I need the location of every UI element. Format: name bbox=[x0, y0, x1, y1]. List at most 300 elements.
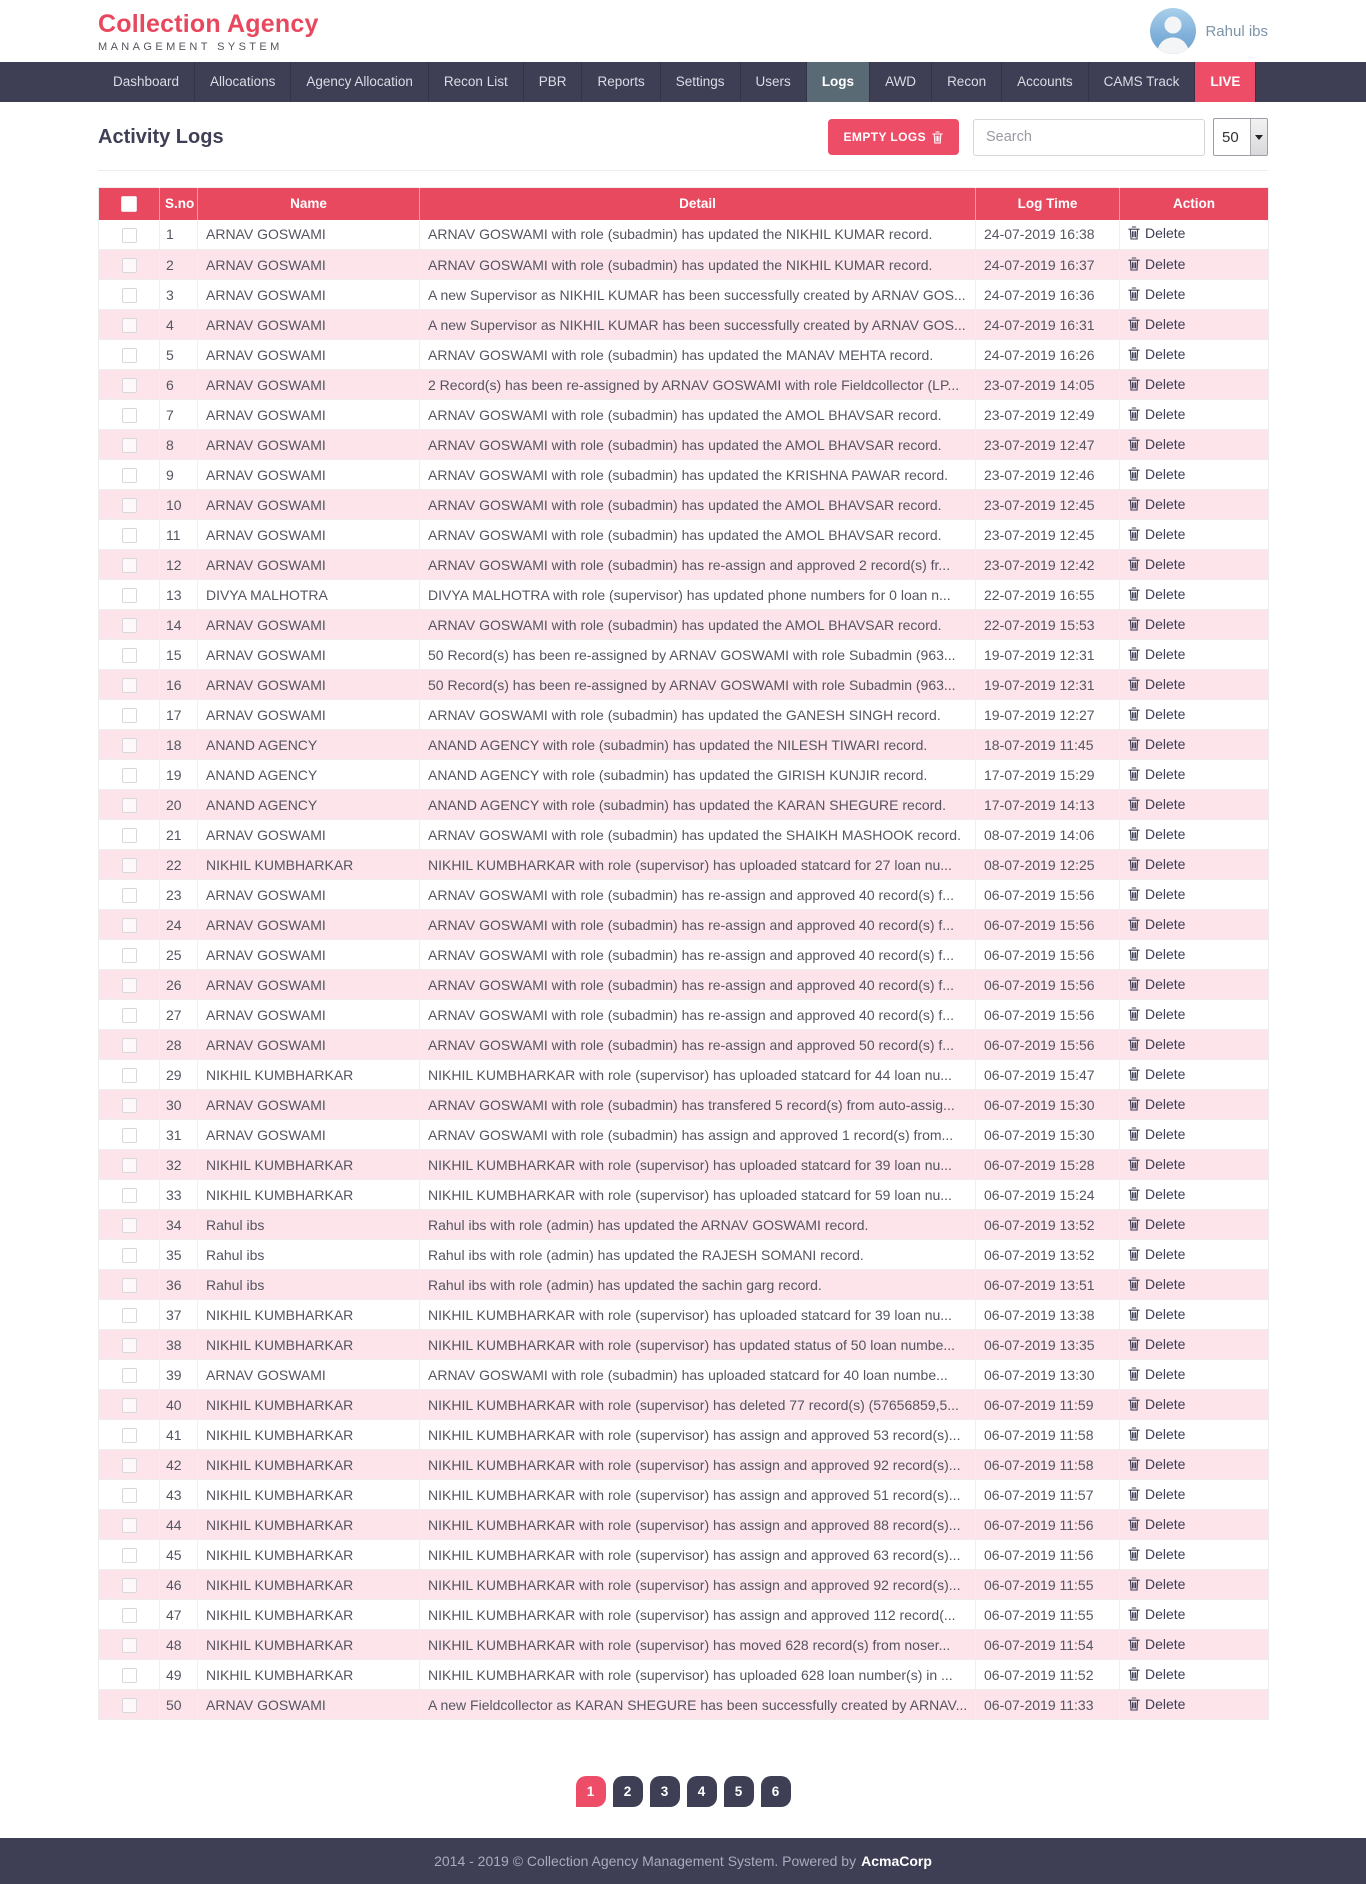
row-checkbox[interactable] bbox=[122, 498, 137, 513]
row-log-time: 23-07-2019 12:45 bbox=[976, 520, 1120, 550]
row-log-time: 23-07-2019 12:45 bbox=[976, 490, 1120, 520]
trash-icon bbox=[1128, 1097, 1140, 1111]
delete-button[interactable] bbox=[1128, 766, 1185, 782]
nav-item-cams-track[interactable]: CAMS Track bbox=[1089, 62, 1196, 102]
row-checkbox[interactable] bbox=[122, 768, 137, 783]
row-log-time: 06-07-2019 11:59 bbox=[976, 1390, 1120, 1420]
row-checkbox[interactable] bbox=[122, 948, 137, 963]
page-title: Activity Logs bbox=[98, 125, 224, 148]
delete-label: Delete bbox=[1145, 735, 1186, 752]
row-checkbox[interactable] bbox=[122, 468, 137, 483]
row-name: ARNAV GOSWAMI bbox=[198, 1120, 420, 1150]
row-log-time: 06-07-2019 11:54 bbox=[976, 1630, 1120, 1660]
row-sno: 44 bbox=[160, 1510, 198, 1540]
delete-button[interactable] bbox=[1128, 1066, 1185, 1082]
nav-item-users[interactable]: Users bbox=[741, 62, 807, 102]
row-checkbox[interactable] bbox=[122, 1698, 137, 1713]
delete-button[interactable] bbox=[1128, 1396, 1185, 1412]
delete-button[interactable] bbox=[1128, 1696, 1185, 1712]
delete-button[interactable] bbox=[1128, 1666, 1185, 1682]
row-sno: 47 bbox=[160, 1600, 198, 1630]
table-row bbox=[99, 1120, 1269, 1150]
delete-label: Delete bbox=[1145, 765, 1186, 782]
row-checkbox[interactable] bbox=[122, 1428, 137, 1443]
row-detail: NIKHIL KUMBHARKAR with role (supervisor) has moved 628 record(s) from noser... bbox=[420, 1630, 976, 1660]
row-sno: 30 bbox=[160, 1090, 198, 1120]
footer-text: 2014 - 2019 © Collection Agency Management System. Powered by bbox=[434, 1853, 857, 1869]
delete-button[interactable] bbox=[1128, 556, 1185, 572]
table-row bbox=[99, 700, 1269, 730]
delete-button[interactable] bbox=[1128, 496, 1185, 512]
row-sno: 48 bbox=[160, 1630, 198, 1660]
row-checkbox[interactable] bbox=[122, 288, 137, 303]
row-name: ARNAV GOSWAMI bbox=[198, 550, 420, 580]
delete-label: Delete bbox=[1145, 1095, 1186, 1112]
row-sno: 50 bbox=[160, 1690, 198, 1720]
row-sno: 21 bbox=[160, 820, 198, 850]
table-row bbox=[99, 970, 1269, 1000]
row-name: ARNAV GOSWAMI bbox=[198, 700, 420, 730]
row-checkbox[interactable] bbox=[122, 1488, 137, 1503]
trash-icon bbox=[1128, 1217, 1140, 1231]
delete-button[interactable] bbox=[1128, 1216, 1185, 1232]
nav-item-recon-list[interactable]: Recon List bbox=[429, 62, 524, 102]
delete-label: Delete bbox=[1145, 1005, 1186, 1022]
page-button-1[interactable]: 1 bbox=[576, 1776, 606, 1807]
row-detail: ANAND AGENCY with role (subadmin) has updated the KARAN SHEGURE record. bbox=[420, 790, 976, 820]
table-row bbox=[99, 1360, 1269, 1390]
row-sno: 35 bbox=[160, 1240, 198, 1270]
trash-icon bbox=[1128, 1307, 1140, 1321]
delete-button[interactable] bbox=[1128, 256, 1185, 272]
row-name: ARNAV GOSWAMI bbox=[198, 430, 420, 460]
row-detail: 50 Record(s) has been re-assigned by ARNAV GOSWAMI with role Subadmin (963... bbox=[420, 640, 976, 670]
row-sno: 31 bbox=[160, 1120, 198, 1150]
row-checkbox[interactable] bbox=[122, 708, 137, 723]
delete-label: Delete bbox=[1145, 255, 1186, 272]
delete-button[interactable] bbox=[1128, 646, 1185, 662]
delete-button[interactable] bbox=[1128, 466, 1185, 482]
row-checkbox[interactable] bbox=[122, 1338, 137, 1353]
trash-icon bbox=[1128, 1007, 1140, 1021]
row-name: ARNAV GOSWAMI bbox=[198, 670, 420, 700]
row-checkbox[interactable] bbox=[122, 858, 137, 873]
delete-label: Delete bbox=[1145, 1395, 1186, 1412]
row-checkbox[interactable] bbox=[122, 558, 137, 573]
row-log-time: 08-07-2019 12:25 bbox=[976, 850, 1120, 880]
delete-button[interactable] bbox=[1128, 1546, 1185, 1562]
nav-item-awd[interactable]: AWD bbox=[870, 62, 932, 102]
delete-button[interactable] bbox=[1128, 886, 1185, 902]
nav-item-logs[interactable]: Logs bbox=[807, 62, 870, 102]
page-size-select[interactable] bbox=[1213, 118, 1268, 156]
row-log-time: 18-07-2019 11:45 bbox=[976, 730, 1120, 760]
row-log-time: 06-07-2019 15:56 bbox=[976, 1030, 1120, 1060]
row-checkbox[interactable] bbox=[122, 348, 137, 363]
row-checkbox[interactable] bbox=[122, 228, 137, 243]
delete-label: Delete bbox=[1145, 645, 1186, 662]
row-checkbox[interactable] bbox=[122, 1668, 137, 1683]
table-row bbox=[99, 760, 1269, 790]
page-button-3[interactable]: 3 bbox=[650, 1776, 680, 1807]
row-checkbox[interactable] bbox=[122, 378, 137, 393]
row-sno: 3 bbox=[160, 280, 198, 310]
row-checkbox[interactable] bbox=[122, 678, 137, 693]
delete-button[interactable] bbox=[1128, 1426, 1185, 1442]
delete-label: Delete bbox=[1145, 435, 1186, 452]
row-detail: ARNAV GOSWAMI with role (subadmin) has re-assign and approved 50 record(s) f... bbox=[420, 1030, 976, 1060]
person-icon bbox=[1150, 8, 1196, 54]
row-detail: 50 Record(s) has been re-assigned by ARNAV GOSWAMI with role Subadmin (963... bbox=[420, 670, 976, 700]
trash-icon bbox=[1128, 1577, 1140, 1591]
row-sno: 41 bbox=[160, 1420, 198, 1450]
table-row bbox=[99, 1600, 1269, 1630]
row-name: NIKHIL KUMBHARKAR bbox=[198, 1300, 420, 1330]
row-checkbox[interactable] bbox=[122, 1218, 137, 1233]
delete-button[interactable] bbox=[1128, 1036, 1185, 1052]
row-name: ARNAV GOSWAMI bbox=[198, 1360, 420, 1390]
trash-icon bbox=[1128, 977, 1140, 991]
table-row bbox=[99, 1420, 1269, 1450]
delete-button[interactable] bbox=[1128, 436, 1185, 452]
row-log-time: 06-07-2019 13:51 bbox=[976, 1270, 1120, 1300]
row-name: NIKHIL KUMBHARKAR bbox=[198, 1150, 420, 1180]
row-sno: 11 bbox=[160, 520, 198, 550]
delete-label: Delete bbox=[1145, 1035, 1186, 1052]
row-detail: ARNAV GOSWAMI with role (subadmin) has updated the AMOL BHAVSAR record. bbox=[420, 490, 976, 520]
nav-item-accounts[interactable]: Accounts bbox=[1002, 62, 1089, 102]
row-name: NIKHIL KUMBHARKAR bbox=[198, 1060, 420, 1090]
delete-label: Delete bbox=[1145, 495, 1186, 512]
delete-button[interactable] bbox=[1128, 736, 1185, 752]
nav-item-allocations[interactable]: Allocations bbox=[195, 62, 291, 102]
row-checkbox[interactable] bbox=[122, 918, 137, 933]
trash-icon bbox=[1128, 1247, 1140, 1261]
row-checkbox[interactable] bbox=[122, 1128, 137, 1143]
row-sno: 39 bbox=[160, 1360, 198, 1390]
row-name: Rahul ibs bbox=[198, 1210, 420, 1240]
delete-button[interactable] bbox=[1128, 616, 1185, 632]
row-name: NIKHIL KUMBHARKAR bbox=[198, 1570, 420, 1600]
search-input[interactable] bbox=[973, 119, 1205, 156]
delete-button[interactable] bbox=[1128, 976, 1185, 992]
row-name: ANAND AGENCY bbox=[198, 760, 420, 790]
row-detail: NIKHIL KUMBHARKAR with role (supervisor) has assign and approved 63 record(s)... bbox=[420, 1540, 976, 1570]
row-log-time: 06-07-2019 11:55 bbox=[976, 1600, 1120, 1630]
row-sno: 29 bbox=[160, 1060, 198, 1090]
table-row bbox=[99, 1690, 1269, 1720]
row-checkbox[interactable] bbox=[122, 798, 137, 813]
trash-icon bbox=[1128, 226, 1140, 240]
row-checkbox[interactable] bbox=[122, 1158, 137, 1173]
delete-button[interactable] bbox=[1128, 1486, 1185, 1502]
row-log-time: 06-07-2019 11:58 bbox=[976, 1450, 1120, 1480]
page-button-6[interactable]: 6 bbox=[761, 1776, 791, 1807]
nav-item-settings[interactable]: Settings bbox=[661, 62, 741, 102]
row-detail: NIKHIL KUMBHARKAR with role (supervisor) has deleted 77 record(s) (57656859,5... bbox=[420, 1390, 976, 1420]
trash-icon bbox=[1128, 797, 1140, 811]
delete-button[interactable] bbox=[1128, 316, 1185, 332]
row-checkbox[interactable] bbox=[122, 1188, 137, 1203]
nav-item-live[interactable]: LIVE bbox=[1195, 62, 1256, 102]
table-row bbox=[99, 1000, 1269, 1030]
row-name: ARNAV GOSWAMI bbox=[198, 1030, 420, 1060]
empty-logs-button[interactable] bbox=[828, 119, 959, 155]
row-detail: ARNAV GOSWAMI with role (subadmin) has updated the GANESH SINGH record. bbox=[420, 700, 976, 730]
row-sno: 42 bbox=[160, 1450, 198, 1480]
delete-button[interactable] bbox=[1128, 856, 1185, 872]
row-detail: NIKHIL KUMBHARKAR with role (supervisor) has assign and approved 92 record(s)... bbox=[420, 1450, 976, 1480]
delete-button[interactable] bbox=[1128, 826, 1185, 842]
row-checkbox[interactable] bbox=[122, 1278, 137, 1293]
row-detail: NIKHIL KUMBHARKAR with role (supervisor) has assign and approved 92 record(s)... bbox=[420, 1570, 976, 1600]
row-detail: ARNAV GOSWAMI with role (subadmin) has re-assign and approved 2 record(s) fr... bbox=[420, 550, 976, 580]
delete-button[interactable] bbox=[1128, 1306, 1185, 1322]
row-name: NIKHIL KUMBHARKAR bbox=[198, 1390, 420, 1420]
trash-icon bbox=[1128, 917, 1140, 931]
table-row bbox=[99, 1030, 1269, 1060]
trash-icon bbox=[1128, 257, 1140, 271]
row-sno: 23 bbox=[160, 880, 198, 910]
delete-label: Delete bbox=[1145, 615, 1186, 632]
delete-label: Delete bbox=[1145, 855, 1186, 872]
toolbar bbox=[98, 102, 1268, 171]
row-log-time: 06-07-2019 11:56 bbox=[976, 1540, 1120, 1570]
trash-icon bbox=[1128, 827, 1140, 841]
row-sno: 34 bbox=[160, 1210, 198, 1240]
delete-button[interactable] bbox=[1128, 1366, 1185, 1382]
delete-button[interactable] bbox=[1128, 946, 1185, 962]
row-name: ARNAV GOSWAMI bbox=[198, 970, 420, 1000]
delete-button[interactable] bbox=[1128, 796, 1185, 812]
table-row bbox=[99, 280, 1269, 310]
table-row bbox=[99, 580, 1269, 610]
row-name: ARNAV GOSWAMI bbox=[198, 250, 420, 280]
row-checkbox[interactable] bbox=[122, 258, 137, 273]
row-name: ARNAV GOSWAMI bbox=[198, 640, 420, 670]
delete-label: Delete bbox=[1145, 1155, 1186, 1172]
delete-button[interactable] bbox=[1128, 1186, 1185, 1202]
row-log-time: 06-07-2019 13:30 bbox=[976, 1360, 1120, 1390]
nav-item-recon[interactable]: Recon bbox=[932, 62, 1002, 102]
delete-label: Delete bbox=[1145, 555, 1186, 572]
row-detail: NIKHIL KUMBHARKAR with role (supervisor) has uploaded statcard for 59 loan nu... bbox=[420, 1180, 976, 1210]
table-row bbox=[99, 1510, 1269, 1540]
trash-icon bbox=[1128, 1397, 1140, 1411]
row-log-time: 19-07-2019 12:27 bbox=[976, 700, 1120, 730]
trash-icon bbox=[1128, 1547, 1140, 1561]
row-name: ARNAV GOSWAMI bbox=[198, 340, 420, 370]
delete-button[interactable] bbox=[1128, 406, 1185, 422]
header-log-time: Log Time bbox=[976, 188, 1120, 220]
delete-button[interactable] bbox=[1128, 676, 1185, 692]
trash-icon bbox=[1128, 467, 1140, 481]
row-checkbox[interactable] bbox=[122, 618, 137, 633]
row-log-time: 24-07-2019 16:38 bbox=[976, 220, 1120, 250]
trash-icon bbox=[1128, 1487, 1140, 1501]
table-row bbox=[99, 460, 1269, 490]
row-checkbox[interactable] bbox=[122, 408, 137, 423]
header-action: Action bbox=[1120, 188, 1269, 220]
delete-button[interactable] bbox=[1128, 1606, 1185, 1622]
trash-icon bbox=[1128, 1277, 1140, 1291]
row-checkbox[interactable] bbox=[122, 1008, 137, 1023]
brand-title: Collection Agency bbox=[98, 9, 319, 38]
row-log-time: 24-07-2019 16:36 bbox=[976, 280, 1120, 310]
row-checkbox[interactable] bbox=[122, 588, 137, 603]
delete-label: Delete bbox=[1145, 285, 1186, 302]
row-checkbox[interactable] bbox=[122, 1038, 137, 1053]
row-checkbox[interactable] bbox=[122, 1398, 137, 1413]
delete-button[interactable] bbox=[1128, 225, 1185, 241]
avatar[interactable] bbox=[1150, 8, 1196, 54]
delete-button[interactable] bbox=[1128, 1126, 1185, 1142]
row-log-time: 06-07-2019 13:52 bbox=[976, 1210, 1120, 1240]
table-row bbox=[99, 550, 1269, 580]
select-all-checkbox[interactable] bbox=[121, 196, 137, 212]
row-sno: 28 bbox=[160, 1030, 198, 1060]
row-checkbox[interactable] bbox=[122, 1578, 137, 1593]
row-sno: 45 bbox=[160, 1540, 198, 1570]
row-checkbox[interactable] bbox=[122, 648, 137, 663]
row-detail: ARNAV GOSWAMI with role (subadmin) has re-assign and approved 40 record(s) f... bbox=[420, 1000, 976, 1030]
delete-button[interactable] bbox=[1128, 916, 1185, 932]
row-checkbox[interactable] bbox=[122, 738, 137, 753]
row-detail: 2 Record(s) has been re-assigned by ARNAV GOSWAMI with role Fieldcollector (LP... bbox=[420, 370, 976, 400]
delete-label: Delete bbox=[1145, 1515, 1186, 1532]
trash-icon bbox=[1128, 707, 1140, 721]
row-detail: ARNAV GOSWAMI with role (subadmin) has updated the AMOL BHAVSAR record. bbox=[420, 610, 976, 640]
row-name: ARNAV GOSWAMI bbox=[198, 1000, 420, 1030]
table-row bbox=[99, 310, 1269, 340]
delete-button[interactable] bbox=[1128, 1156, 1185, 1172]
trash-icon bbox=[1128, 1337, 1140, 1351]
delete-button[interactable] bbox=[1128, 1276, 1185, 1292]
row-checkbox[interactable] bbox=[122, 1068, 137, 1083]
row-sno: 13 bbox=[160, 580, 198, 610]
row-name: ARNAV GOSWAMI bbox=[198, 280, 420, 310]
delete-button[interactable] bbox=[1128, 1006, 1185, 1022]
table-row bbox=[99, 1540, 1269, 1570]
trash-icon bbox=[1128, 887, 1140, 901]
row-log-time: 06-07-2019 15:56 bbox=[976, 1000, 1120, 1030]
delete-button[interactable] bbox=[1128, 1576, 1185, 1592]
row-detail: NIKHIL KUMBHARKAR with role (supervisor) has uploaded statcard for 27 loan nu... bbox=[420, 850, 976, 880]
user-name: Rahul ibs bbox=[1205, 22, 1268, 40]
row-log-time: 06-07-2019 13:52 bbox=[976, 1240, 1120, 1270]
row-checkbox[interactable] bbox=[122, 438, 137, 453]
row-log-time: 06-07-2019 11:55 bbox=[976, 1570, 1120, 1600]
row-detail: NIKHIL KUMBHARKAR with role (supervisor) has uploaded statcard for 39 loan nu... bbox=[420, 1300, 976, 1330]
row-checkbox[interactable] bbox=[122, 828, 137, 843]
trash-icon bbox=[1128, 1607, 1140, 1621]
row-detail: ARNAV GOSWAMI with role (subadmin) has updated the NIKHIL KUMAR record. bbox=[420, 220, 976, 250]
row-log-time: 24-07-2019 16:31 bbox=[976, 310, 1120, 340]
row-checkbox[interactable] bbox=[122, 1458, 137, 1473]
row-log-time: 06-07-2019 15:24 bbox=[976, 1180, 1120, 1210]
page-button-4[interactable]: 4 bbox=[687, 1776, 717, 1807]
delete-label: Delete bbox=[1145, 525, 1186, 542]
delete-button[interactable] bbox=[1128, 1336, 1185, 1352]
row-detail: NIKHIL KUMBHARKAR with role (supervisor) has assign and approved 88 record(s)... bbox=[420, 1510, 976, 1540]
row-name: NIKHIL KUMBHARKAR bbox=[198, 1540, 420, 1570]
delete-button[interactable] bbox=[1128, 586, 1185, 602]
delete-button[interactable] bbox=[1128, 706, 1185, 722]
row-detail: A new Fieldcollector as KARAN SHEGURE has been successfully created by ARNAV... bbox=[420, 1690, 976, 1720]
row-sno: 18 bbox=[160, 730, 198, 760]
page-size-value: 50 bbox=[1222, 128, 1239, 146]
row-sno: 32 bbox=[160, 1150, 198, 1180]
row-checkbox[interactable] bbox=[122, 1518, 137, 1533]
table-row bbox=[99, 1480, 1269, 1510]
row-checkbox[interactable] bbox=[122, 978, 137, 993]
delete-button[interactable] bbox=[1128, 1636, 1185, 1652]
row-log-time: 17-07-2019 15:29 bbox=[976, 760, 1120, 790]
row-checkbox[interactable] bbox=[122, 1638, 137, 1653]
row-sno: 17 bbox=[160, 700, 198, 730]
row-log-time: 06-07-2019 15:30 bbox=[976, 1120, 1120, 1150]
row-log-time: 06-07-2019 11:58 bbox=[976, 1420, 1120, 1450]
delete-button[interactable] bbox=[1128, 1456, 1185, 1472]
row-sno: 7 bbox=[160, 400, 198, 430]
row-detail: ARNAV GOSWAMI with role (subadmin) has re-assign and approved 40 record(s) f... bbox=[420, 880, 976, 910]
delete-button[interactable] bbox=[1128, 346, 1185, 362]
row-checkbox[interactable] bbox=[122, 1308, 137, 1323]
trash-icon bbox=[1128, 1457, 1140, 1471]
row-log-time: 06-07-2019 15:30 bbox=[976, 1090, 1120, 1120]
trash-icon bbox=[1128, 737, 1140, 751]
row-detail: NIKHIL KUMBHARKAR with role (supervisor) has assign and approved 51 record(s)... bbox=[420, 1480, 976, 1510]
row-name: ARNAV GOSWAMI bbox=[198, 220, 420, 250]
delete-label: Delete bbox=[1145, 345, 1186, 362]
page-button-5[interactable]: 5 bbox=[724, 1776, 754, 1807]
row-detail: ANAND AGENCY with role (subadmin) has updated the NILESH TIWARI record. bbox=[420, 730, 976, 760]
trash-icon bbox=[1128, 647, 1140, 661]
row-name: NIKHIL KUMBHARKAR bbox=[198, 1330, 420, 1360]
table-row bbox=[99, 1150, 1269, 1180]
delete-button[interactable] bbox=[1128, 1246, 1185, 1262]
row-checkbox[interactable] bbox=[122, 1608, 137, 1623]
user-menu[interactable] bbox=[1150, 8, 1268, 54]
row-checkbox[interactable] bbox=[122, 1248, 137, 1263]
delete-label: Delete bbox=[1145, 465, 1186, 482]
trash-icon bbox=[1128, 527, 1140, 541]
row-log-time: 06-07-2019 13:38 bbox=[976, 1300, 1120, 1330]
table-row bbox=[99, 250, 1269, 280]
table-row bbox=[99, 490, 1269, 520]
nav-item-agency-allocation[interactable]: Agency Allocation bbox=[291, 62, 429, 102]
main-content bbox=[98, 102, 1268, 1807]
page-button-2[interactable]: 2 bbox=[613, 1776, 643, 1807]
delete-button[interactable] bbox=[1128, 1096, 1185, 1112]
row-checkbox[interactable] bbox=[122, 1368, 137, 1383]
row-checkbox[interactable] bbox=[122, 1548, 137, 1563]
delete-button[interactable] bbox=[1128, 526, 1185, 542]
trash-icon bbox=[1128, 1037, 1140, 1051]
nav-item-pbr[interactable]: PBR bbox=[524, 62, 583, 102]
nav-item-dashboard[interactable]: Dashboard bbox=[98, 62, 195, 102]
row-checkbox[interactable] bbox=[122, 318, 137, 333]
delete-button[interactable] bbox=[1128, 1516, 1185, 1532]
row-checkbox[interactable] bbox=[122, 1098, 137, 1113]
delete-button[interactable] bbox=[1128, 286, 1185, 302]
row-checkbox[interactable] bbox=[122, 528, 137, 543]
row-name: NIKHIL KUMBHARKAR bbox=[198, 1510, 420, 1540]
table-row bbox=[99, 1060, 1269, 1090]
row-checkbox[interactable] bbox=[122, 888, 137, 903]
delete-button[interactable] bbox=[1128, 376, 1185, 392]
nav-item-reports[interactable]: Reports bbox=[582, 62, 660, 102]
